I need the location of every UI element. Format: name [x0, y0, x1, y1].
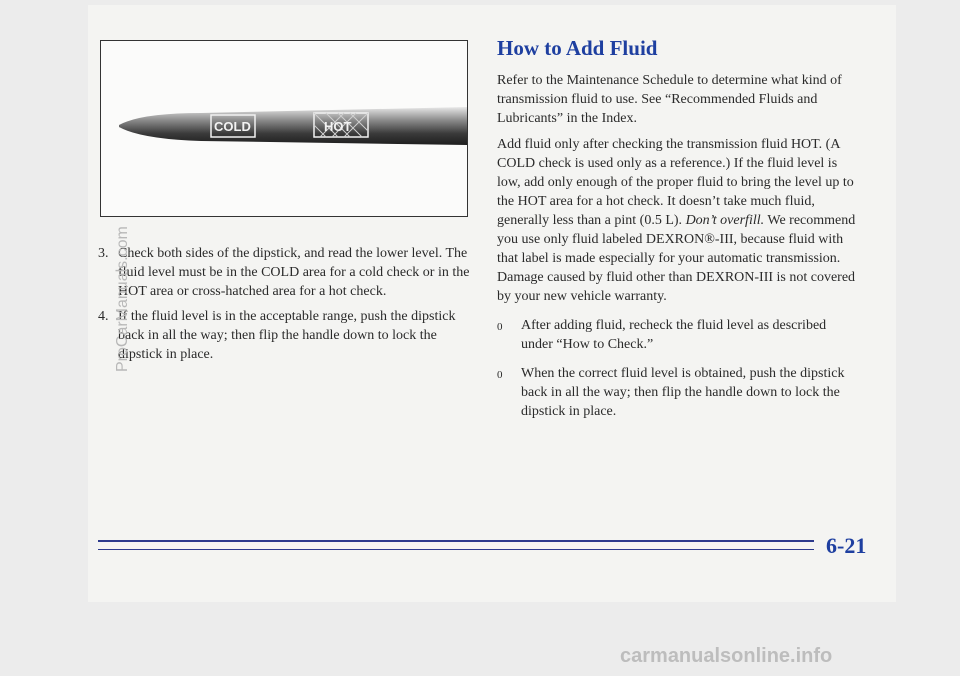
bullet-item [497, 316, 857, 354]
footer-rule-bottom [98, 549, 814, 550]
dipstick-illustration [100, 40, 468, 217]
bullet-lock-text: When the correct fluid level is obtained, push the dipstick back in all the way; then flip the handle down to lock the dipstick in place. [521, 366, 845, 419]
cold-label: COLD [214, 119, 251, 134]
dexron-text: We recommend you use only fluid labeled DEXRON®-III, because fluid with that label is made especially for your automatic transmission. Damage caused by fluid other than DEXRON-III is not covered by your new vehicle warranty. [497, 213, 856, 304]
bullet-item [497, 364, 857, 421]
paragraph-fluid-type: Refer to the Maintenance Schedule to determine what kind of transmission fluid to use. See “Recommended Fluids and Lubricants” in the Index. [497, 73, 842, 126]
watermark-bottom: carmanualsonline.info [620, 645, 833, 667]
left-column [98, 244, 470, 370]
bullet-recheck-text: After adding fluid, recheck the fluid level as described under “How to Check.” [521, 318, 827, 352]
bullet-marker: 0 [497, 321, 503, 333]
paragraph-add-fluid [497, 135, 857, 306]
step-4 [98, 307, 470, 364]
add-fluid-text: Add fluid only after checking the transmission fluid HOT. (A COLD check is used only as a reference.) If the fluid level is low, add only enough of the proper fluid to bring the level up to the HOT area for a hot check. It doesn’t take much fluid, generally less than a pint (0.5 L). [497, 137, 854, 228]
watermark-vertical: ProCarManuals.com [114, 226, 131, 372]
right-column [497, 35, 857, 421]
step-3-number: 3. [98, 246, 109, 261]
step-3-text: Check both sides of the dipstick, and read the lower level. The fluid level must be in the COLD area for a cold check or in the HOT area or cross-hatched area for a hot check. [118, 246, 470, 299]
hot-label: HOT [324, 119, 352, 134]
step-3 [98, 244, 470, 301]
step-4-number: 4. [98, 309, 109, 324]
footer-rule-top [98, 540, 814, 542]
step-4-text: If the fluid level is in the acceptable range, push the dipstick back in all the way; then flip the handle down to lock the dipstick in place. [118, 309, 456, 362]
section-heading: How to Add Fluid [497, 36, 658, 60]
dipstick-rod [119, 107, 467, 145]
dipstick-drawing [101, 41, 467, 216]
cold-zone-marker [211, 115, 255, 137]
dont-overfill-warning: Don’t overfill. [685, 213, 765, 228]
bullet-marker: 0 [497, 369, 503, 381]
page-number: 6-21 [826, 533, 867, 558]
